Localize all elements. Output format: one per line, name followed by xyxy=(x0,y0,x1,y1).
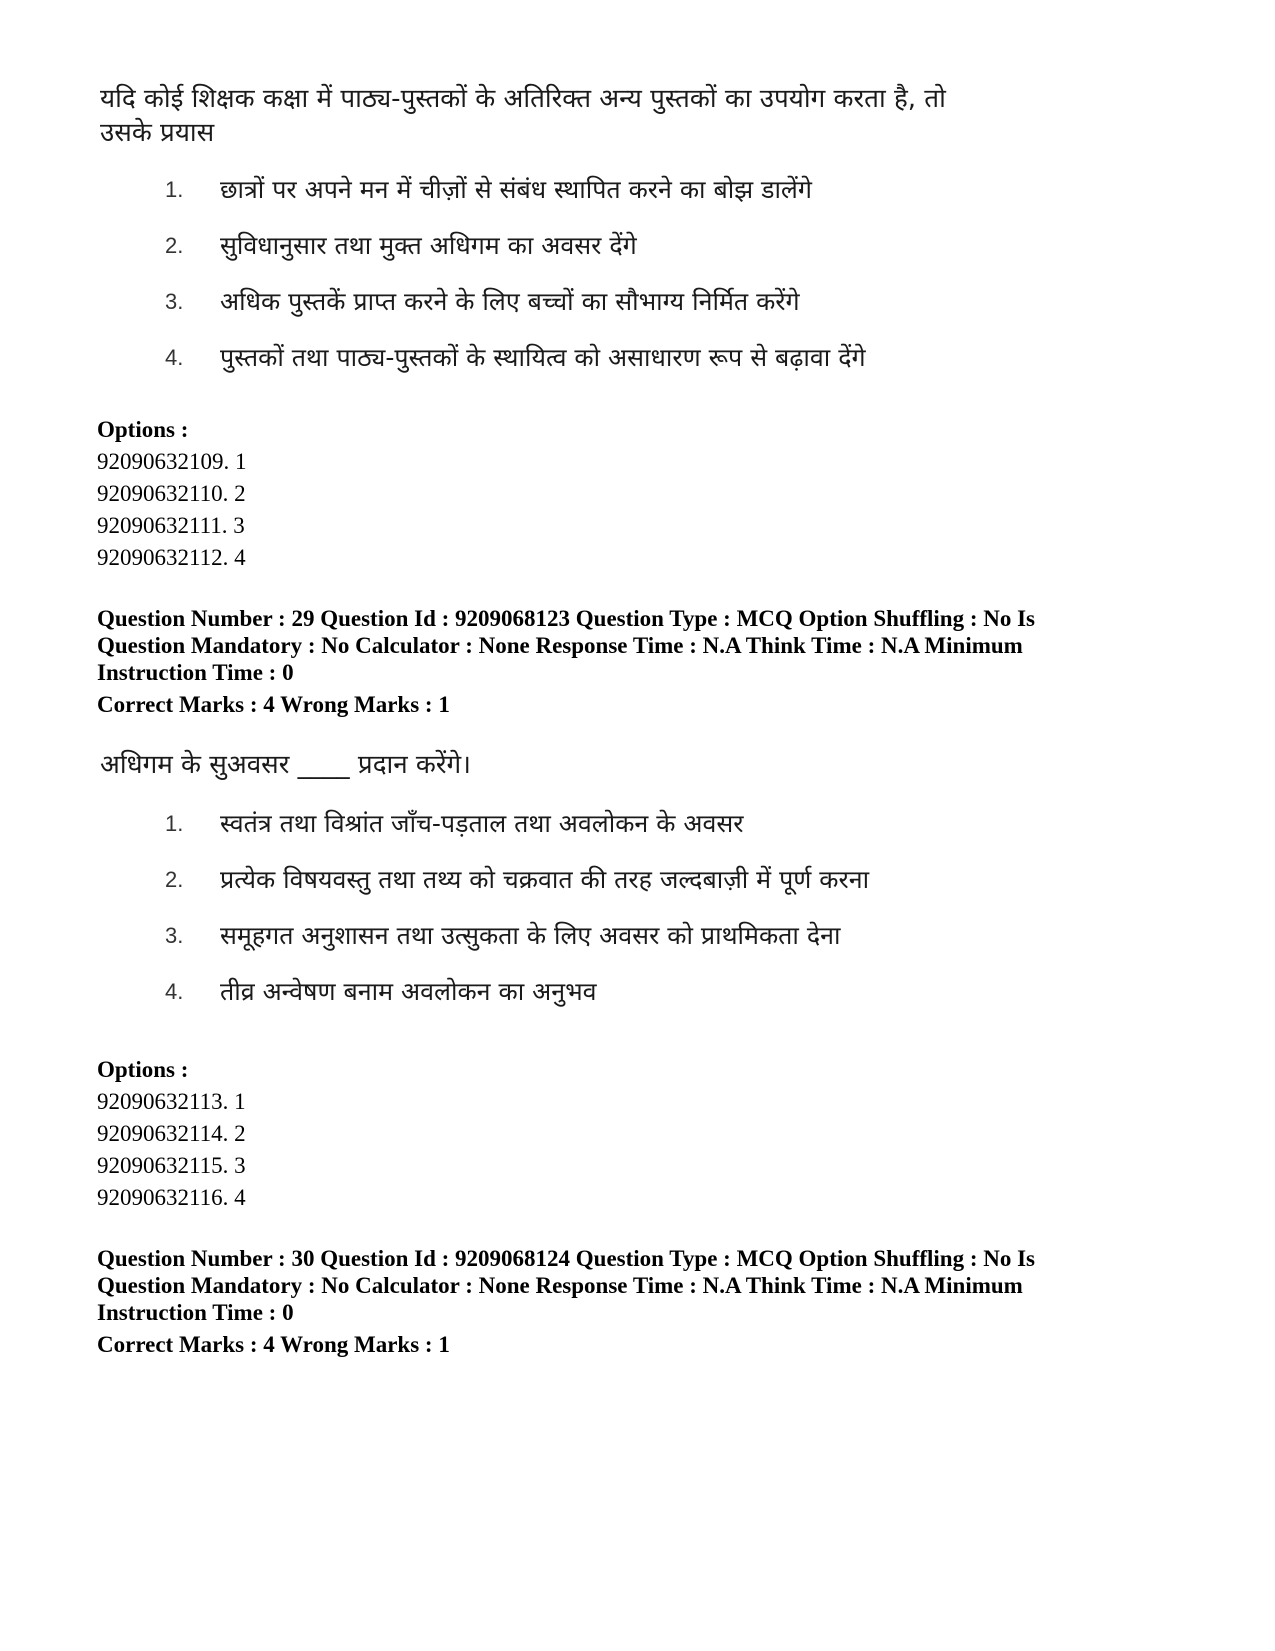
answer-choice-number: 2. xyxy=(165,867,184,892)
answer-choice-text: अधिक पुस्तकें प्राप्त करने के लिए बच्चों का सौभाग्य निर्मित करेंगे xyxy=(220,287,800,316)
question-image-block xyxy=(100,82,980,386)
options-block xyxy=(97,414,247,574)
option-id: 92090632114. 2 xyxy=(97,1121,246,1146)
answer-choice-text: छात्रों पर अपने मन में चीज़ों से संबंध स्थापित करने का बोझ डालेंगे xyxy=(220,175,812,204)
option-id: 92090632115. 3 xyxy=(97,1153,246,1178)
answer-choice xyxy=(100,218,980,274)
answer-choice-text: पुस्तकों तथा पाठ्य-पुस्तकों के स्थायित्व को असाधारण रूप से बढ़ावा देंगे xyxy=(220,343,866,372)
answer-choice-text: सुविधानुसार तथा मुक्त अधिगम का अवसर देंगे xyxy=(220,231,637,260)
question-stem: अधिगम के सुअवसर ____ प्रदान करेंगे। xyxy=(100,750,472,780)
answer-choice xyxy=(100,964,980,1020)
answer-choice xyxy=(100,908,980,964)
answer-choice-number: 1. xyxy=(165,811,184,836)
answer-choice-text: समूहगत अनुशासन तथा उत्सुकता के लिए अवसर को प्राथमिकता देना xyxy=(220,921,841,950)
answer-choice-text: प्रत्येक विषयवस्तु तथा तथ्य को चक्रवात की तरह जल्दबाज़ी में पूर्ण करना xyxy=(220,865,870,894)
answer-choice xyxy=(100,330,980,386)
answer-choice-number: 3. xyxy=(165,289,184,314)
answer-choice-number: 4. xyxy=(165,979,184,1004)
question-stem: यदि कोई शिक्षक कक्षा में पाठ्य-पुस्तकों के अतिरिक्त अन्य पुस्तकों का उपयोग करता है, तो उसके प्रयास xyxy=(100,84,946,148)
answer-choice-number: 3. xyxy=(165,923,184,948)
answer-choice-number: 1. xyxy=(165,177,184,202)
answer-choice xyxy=(100,162,980,218)
question-marks: Correct Marks : 4 Wrong Marks : 1 xyxy=(97,1332,450,1357)
option-id: 92090632109. 1 xyxy=(97,449,247,474)
answer-choice-text: स्वतंत्र तथा विश्रांत जाँच-पड़ताल तथा अवलोकन के अवसर xyxy=(220,809,744,838)
question-image-block xyxy=(100,748,980,1020)
question-marks: Correct Marks : 4 Wrong Marks : 1 xyxy=(97,692,450,717)
answer-choice-list xyxy=(100,162,980,386)
question-metadata: Question Number : 29 Question Id : 9209068123 Question Type : MCQ Option Shuffling : No Is Question Mandatory : No Calculator : None Response Time : N.A Think Time : N.A Minimum Instruction Time : 0 xyxy=(97,606,1036,685)
option-id: 92090632111. 3 xyxy=(97,513,245,538)
answer-choice xyxy=(100,852,980,908)
options-label: Options : xyxy=(97,1057,189,1082)
question-metadata: Question Number : 30 Question Id : 9209068124 Question Type : MCQ Option Shuffling : No Is Question Mandatory : No Calculator : None Response Time : N.A Think Time : N.A Minimum Instruction Time : 0 xyxy=(97,1246,1036,1325)
option-id: 92090632113. 1 xyxy=(97,1089,246,1114)
option-id: 92090632112. 4 xyxy=(97,545,246,570)
options-block xyxy=(97,1054,246,1214)
answer-choice-list xyxy=(100,796,980,1020)
option-id: 92090632116. 4 xyxy=(97,1185,246,1210)
answer-choice-number: 4. xyxy=(165,345,184,370)
answer-choice-text: तीव्र अन्वेषण बनाम अवलोकन का अनुभव xyxy=(220,977,597,1006)
answer-choice-number: 2. xyxy=(165,233,184,258)
answer-choice xyxy=(100,274,980,330)
answer-choice xyxy=(100,796,980,852)
option-id: 92090632110. 2 xyxy=(97,481,246,506)
options-label: Options : xyxy=(97,417,189,442)
